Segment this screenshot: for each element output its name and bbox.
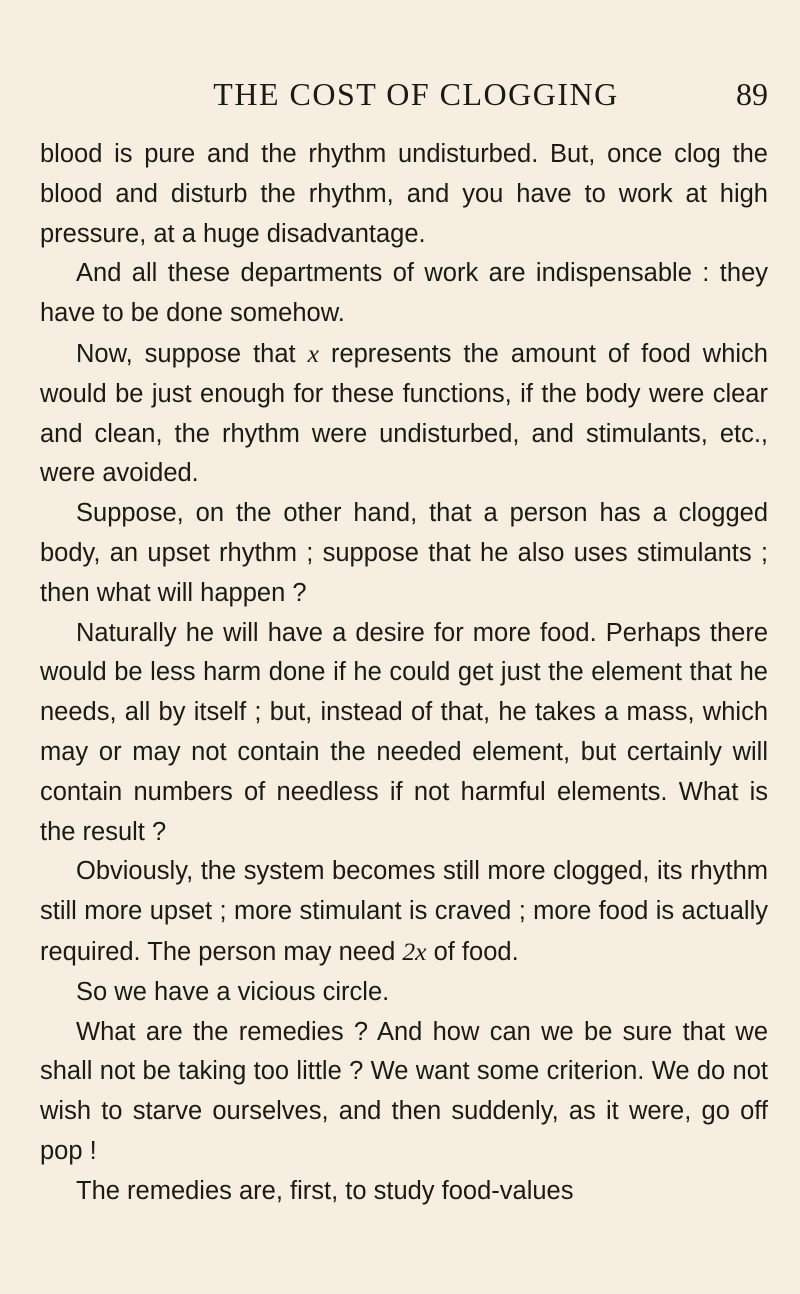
paragraph-continued: blood is pure and the rhythm undisturbed. But, once clog the blood and disturb the rhythm, and you have to work at high pressure, at a huge disadvantage. [40, 140, 768, 248]
paragraph-text: Obviously, the system becomes still more clogged, its rhythm still more upset ; more stimulant is craved ; more food is actually required. The person may need [40, 857, 768, 966]
paragraph-text: represents the amount of food which would be just enough for these functions, if the body were clear and clean, the rhythm were undisturbed, and stimulants, etc., were avoided. [40, 339, 768, 488]
paragraph: So we have a vicious circle. [76, 977, 390, 1006]
paragraph: What are the remedies ? And how can we be sure that we shall not be taking too little ? We want some criterion. We do not wish to starve ourselves, and then suddenly, as it were, go off pop ! [40, 1017, 768, 1165]
page-number: 89 [736, 76, 768, 112]
body-text [40, 135, 768, 1212]
paragraph [40, 852, 768, 972]
math-variable-2x: 2x [402, 936, 427, 966]
paragraph: The remedies are, first, to study food-values [76, 1176, 574, 1205]
paragraph: And all these departments of work are indispensable : they have to be done somehow. [40, 259, 768, 328]
running-head: THE COST OF CLOGGING [213, 76, 619, 112]
paragraph-text: of food. [426, 937, 519, 966]
page-header [40, 72, 768, 116]
paragraph: Suppose, on the other hand, that a person has a clogged body, an upset rhythm ; suppose that he also uses stimulants ; then what will happen ? [40, 499, 768, 607]
math-variable-x: x [307, 338, 319, 368]
paragraph [40, 334, 768, 494]
paragraph: Naturally he will have a desire for more food. Perhaps there would be less harm done if he could get just the element that he needs, all by itself ; but, instead of that, he takes a mass, which may or may not contain the needed element, but certainly will contain numbers of needless if not harmful elements. What is the result ? [40, 618, 768, 846]
paragraph-text: Now, suppose that [76, 339, 308, 368]
